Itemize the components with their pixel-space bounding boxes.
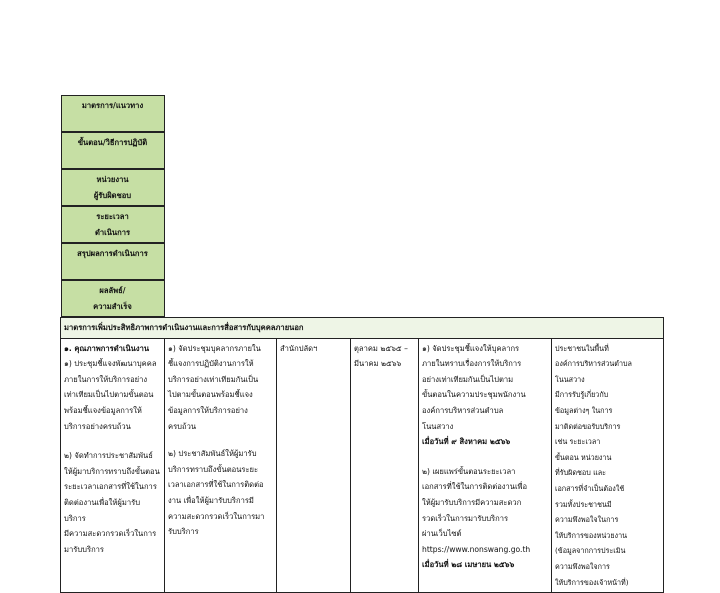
- unit-cell: [277, 338, 351, 593]
- header-steps: ขั้นตอน/วิธีการปฏิบัติ: [61, 132, 165, 169]
- table-row: [61, 338, 664, 593]
- section-row: [61, 318, 664, 339]
- summary-cell: [419, 338, 552, 593]
- section-title: มาตรการเพิ่มประสิทธิภาพการดำเนินงานและการสื่อสารกับบุคคลภายนอก: [61, 318, 664, 339]
- summary-item-2-date: เมื่อวันที่ ๒๘ เมษายน ๒๕๖๖: [422, 560, 515, 570]
- summary-item-2: ๒) เผยแพร่ขั้นตอนระยะเวลา เอกสารที่ใช้ในการติดต่องานเพื่อ ให้ผู้มารับบริการมีความสะดวก รวดเร็วในการมารับบริการ ผ่านเว็บไซต์ https://www.nonswang.go.th: [422, 466, 531, 554]
- header-unit: หน่วยงาน ผู้รับผิดชอบ: [61, 169, 165, 206]
- header-measure: มาตรการ/แนวทาง: [61, 95, 165, 132]
- measure-cell: [61, 338, 165, 593]
- responsible-unit: สำนักปลัดฯ: [280, 343, 318, 353]
- header-row: [61, 95, 664, 318]
- steps-cell: [165, 338, 277, 593]
- action-plan-table: [60, 95, 664, 593]
- summary-item-1-date: เมื่อวันที่ ๙ สิงหาคม ๒๕๖๖: [422, 437, 511, 447]
- result-text: ประชาชนในพื้นที่ องค์การบริหารส่วนตำบล โนนสวาง มีการรับรู้เกี่ยวกับ ข้อมูลต่างๆ ในการ มาติดต่อขอรับบริการ เช่น ระยะเวลา ขั้นตอน หน่วยงาน ที่รับผิดชอบ และ เอกสารที่จำเป็นต้องใช้ รวมทั้งประชาชนมี ความพึงพอใจในการ ให้บริการของหน่วยงาน (ข้อมูลจากการประเมิน ความพึงพอใจการ ให้บริการของเจ้าหน้าที่): [555, 343, 632, 587]
- header-period: ระยะเวลา ดำเนินการ: [61, 206, 165, 243]
- measure-item-2: ๒) จัดทำการประชาสัมพันธ์ ให้ผู้มาบริการทราบถึงขั้นตอน ระยะเวลาเอกสารที่ใช้ในการ ติดต่องานเพื่อให้ผู้มารับบริการ มีความสะดวกรวดเร็วในการ มารับบริการ: [64, 451, 160, 554]
- summary-item-1: ๑) จัดประชุมชี้แจงให้บุคลากร ภายในทราบเรื่องการให้บริการ อย่างเท่าเทียมกันเป็นไปตาม ขั้นตอนในความประชุมพนักงาน องค์การบริหารส่วนตำบล โนนสวาง: [422, 343, 526, 431]
- period-text: ตุลาคม ๒๕๖๕ – มีนาคม ๒๕๖๖: [354, 343, 408, 369]
- period-cell: [351, 338, 419, 593]
- steps-item-2: ๒) ประชาสัมพันธ์ให้ผู้มารับ บริการทราบถึงขั้นตอนระยะ เวลาเอกสารที่ใช้ในการติดต่อ งาน เพื่อให้ผู้มารับบริการมี ความสะดวกรวดเร็วในการมา รับบริการ: [168, 449, 265, 537]
- measure-title: ๑. คุณภาพการดำเนินงาน: [64, 343, 150, 353]
- header-result: ผลลัพธ์/ ความสำเร็จ: [61, 280, 165, 317]
- steps-item-1: ๑) จัดประชุมบุคลากรภายใน ชี้แจงการปฏิบัติงานการให้ บริการอย่างเท่าเทียมกันเป็น ไปตามขั้นตอนพร้อมชี้แจง ข้อมูลการให้บริการอย่าง ครบถ้วน: [168, 343, 261, 431]
- result-cell: [552, 338, 664, 593]
- header-summary: สรุปผลการดำเนินการ: [61, 243, 165, 280]
- measure-item-1: ๑) ประชุมชี้แจงพัฒนาบุคคล ภายในการให้บริการอย่าง เท่าเทียมเป็นไปตามขั้นตอน พร้อมชี้แจงข้อมูลการให้ บริการอย่างครบถ้วน: [64, 359, 157, 431]
